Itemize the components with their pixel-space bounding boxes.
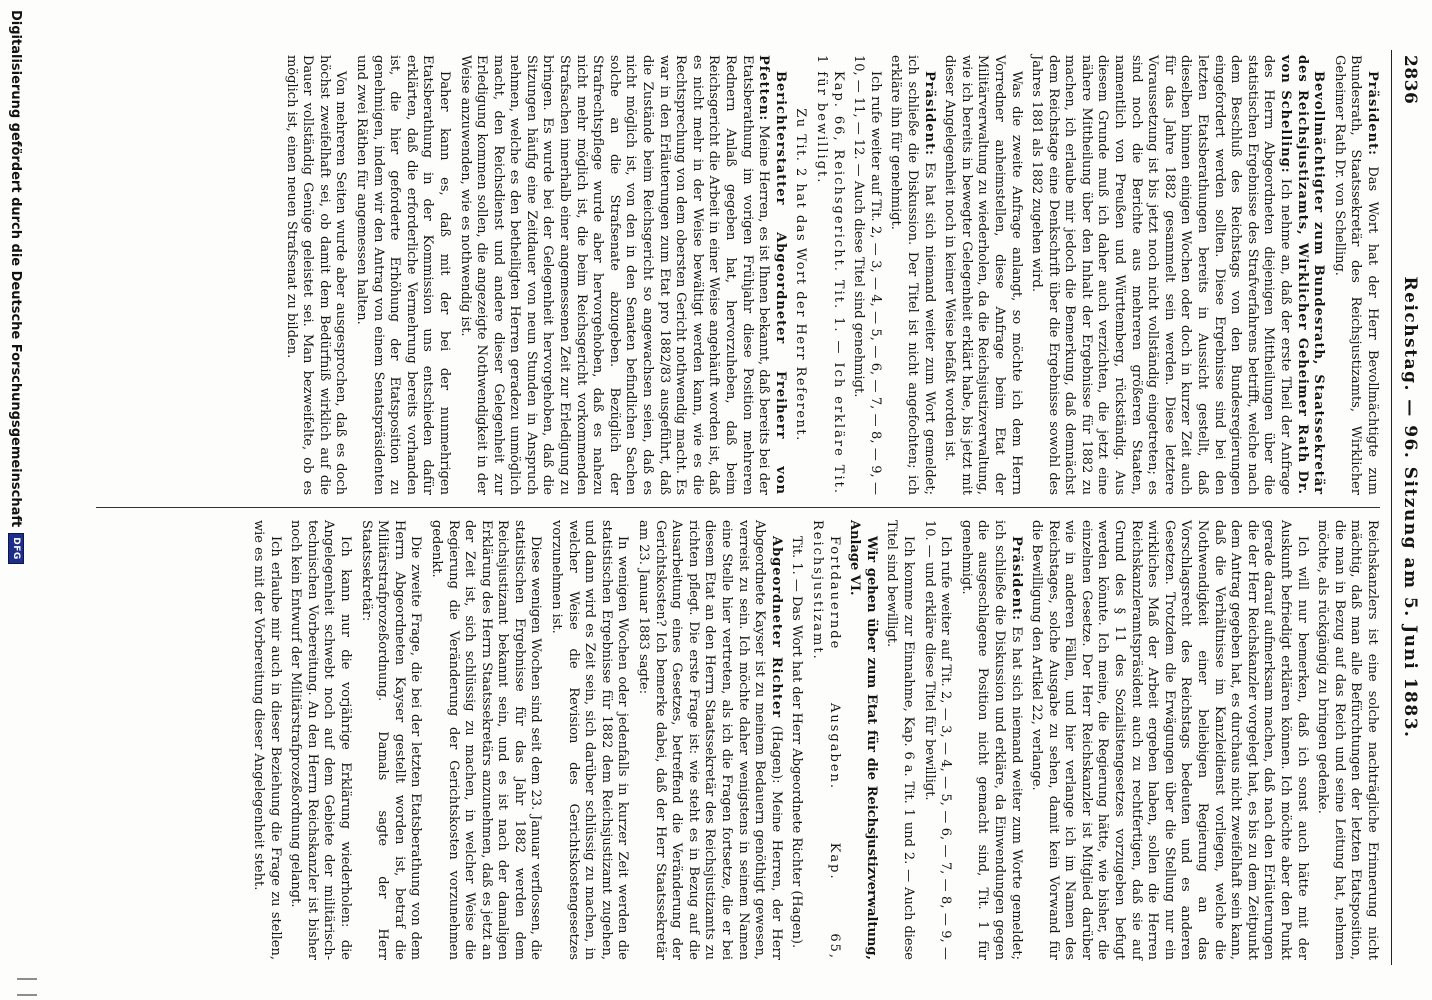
section-heading: Fortdauernde Ausgaben. Kap. 65, Reichsjustizamt.	[810, 520, 842, 960]
paragraph-text: Es hat sich niemand weiter zum Wort gemeldet; ich schließe die Diskussion. Der Titel ist nicht angefochten; ich erkläre ihn für genehmigt.	[888, 55, 937, 495]
paragraph: Ich erlaube mir auch in dieser Beziehung die Frage zu stellen, wie es mit der Vorbereitung dieser Angelegenheit steht.	[251, 520, 283, 960]
speaker-name: Präsident:	[921, 71, 937, 156]
paragraph: Ich will nur bemerken, daß ich sonst auch hätte mit der Auskunft befriedigt erklären können. Ich möchte aber den Punkt gerade darauf aufmerksam machen, daß nach den Erläuterungen die der Herr Reichskanzler vorgelegt hat, es bis zu dem Zeitpunkt dem Antrag gegeben hat, es durchaus nicht zweifelhaft sein kann, daß die Verhältnisse im Kanzleidienst vorliegen, welche die Nothwendigkeit einer beliebigen Regierung an das Vorschlagsrecht des Reichstags bedeuten und es anderen Gesetzen. Trotzdem die Erwägungen über die Stellung nur ein wirkliches Maß der Arbeit ergeben haben, sollen die Herren Reichskanzleramtspräsident auch zu rechtfertigen, daß sie auf Grund des § 11 des Sozialistengesetzes vorzugeben befugt werden könnte. Ich meine, die Regierung hätte, wie bisher, die einzelnen Gesetze. Der Herr Reichskanzler ist Mitglied darüber wie in anderen Fällen, und hier verlange ich im Namen des Reichstages, solche Ausgabe zu sehen, damit kein Vorwand für die Bewilligung den Artikel 22, verlange.	[1029, 520, 1310, 960]
column-divider	[96, 507, 1380, 508]
speaker-name: Bevollmächtigter zum Bundesrath, Staatssekretär des Reichsjustizamts, Wirklicher Geheimer Rath Dr. von Schelling:	[1278, 55, 1327, 495]
paragraph: Wir gehen über zum Etat für die Reichsjustizverwaltung, Anlage VI.	[847, 520, 879, 960]
paragraph: Reichskanzlers ist eine solche nachträgliche Erinnerung nicht mächtig, daß man alle Befürchtungen der letzten Etatsposition, die man in Bezug auf das Reich und seine Leitung hat, nehmen möchte, als rückgängig zu bringen gedenke.	[1315, 520, 1380, 960]
quoted-paragraph: In wenigen Wochen oder jedenfalls in kurzer Zeit werden die statistischen Ergebnisse für 1882 dem Reichsjustizamt zugehen, und dann wird es Zeit sein, sich darüber schlüssig zu machen, in welcher Weise die Revision des Gerichtskostengesetzes vorzunehmen ist.	[549, 520, 631, 960]
left-column	[92, 55, 1380, 495]
speaker-name: Abgeordneter Richter	[768, 536, 784, 719]
paragraph-text: (Hagen): Meine Herren, der Herr Abgeordnete Kayser ist zu meinem Bedauern genöthigt gewesen, verreist zu sein. Ich möchte daher wenigstens in seinem Namen eine Stelle hier vertreten, als ich die Fragen fortsetze, die er bei diesem Etat an den Herrn Staatssekretär des Reichsjustizamts zu richten pflegt. Die erste Frage ist: wie steht es in Bezug auf die Ausarbeitung eines Gesetzes, betreffend die Veränderung der Gerichtskosten? Ich bemerke dabei, daß der Herr Staatssekretär am 23. Januar 1883 sagte:	[636, 520, 784, 960]
paragraph: Die zweite Frage, die bei der letzten Etatsberathung von dem Herrn Abgeordneten Kayser gestellt worden ist, betraf die Militärstrafprozeßordnung. Damals sagte der Herr Staatssekretär:	[358, 520, 424, 960]
speaker-name: Präsident:	[1365, 71, 1380, 156]
paragraph	[957, 520, 1023, 960]
running-title: Reichstag. — 96. Sitzung am 5. Juni 1883.	[1400, 276, 1420, 739]
speaker-name: Präsident:	[1008, 536, 1024, 621]
quoted-paragraph: Ich kann nur die vorjährige Erklärung wiederholen: die Angelegenheit schwebt noch auf dem Gebiete der militärisch-technischen Vorbereitung. An den Herrn Reichskanzler ist bisher noch kein Entwurf der Militärstrafprozeßordnung gelangt.	[288, 520, 353, 960]
paragraph: Was die zweite Anfrage anlangt, so möchte ich dem Herrn Vorredner anheimstellen, diese Anfrage beim Etat der Militärverwaltung zu wiederholen, da die Reichsjustizverwaltung, wie ich bereits in bewegter Gelegenheit erklärt habe, bis jetzt mit dieser Angelegenheit noch in keiner Weise befaßt worden ist.	[942, 55, 1024, 495]
scan-edge-marks	[17, 978, 37, 996]
paragraph: Diese wenigen Wochen sind seit dem 23. Januar verflossen, die statistischen Ergebnisse für das Jahr 1882 werden dem Reichsjustizamt bekannt sein, und es ist nach der damaligen Erklärung des Herrn Staatssekretärs anzunehmen, daß es jetzt an der Zeit ist, sich schlüssig zu machen, in welcher Weise die Regierung die Veränderung der Gerichtskosten vorzunehmen gedenkt.	[428, 520, 544, 960]
paragraph: Daher kann es, daß mit der bei der nunmehrigen Etatsberathung in der Kommission uns entschieden dafür erklärten, daß die erforderliche Vermehrung bereits vorhanden ist, die hier geforderte Erhöhung der Etatsposition zu genehmigen, indem wir den Antrag von einem Senatspräsidenten und zwei Räthen für angemessen halten.	[353, 55, 452, 495]
paragraph-text: Meine Herren, es ist Ihnen bekannt, daß bereits bei der Etatsberathung im vorigen Frühjahr diese Position mehreren Rednern Anlaß gegeben hat, hervorzuheben, daß beim Reichsgericht die Arbeit in einer Weise angehäuft worden ist, daß es nicht mehr in der Weise bewältigt werden kann, wie es die Rechtsprechung von dem obersten Gericht nothwendig macht. Es war in den Erläuterungen zum Etat pro 1882/83 ausgeführt, daß die Zustände beim Reichsgericht so angewachsen seien, daß es nicht möglich ist, von den in den Senaten befindlichen Sachen solche an die Strafsenate abzugeben. Bezüglich der Strafrechtspflege wurde aber hervorgehoben, daß es nahezu nicht mehr möglich ist, die beim Reichsgericht vorkommenden Strafsachen innerhalb einer angemessenen Zeit zur Erledigung zu bringen. Es wurde bei der Gelegenheit hervorgehoben, daß die Sitzungen häufig eine Zeitdauer von neun Stunden in Anspruch nehmen, welche es den betheiligten Herren geradezu unmöglich macht, den Reichsdienst und andere dieser Gelegenheit zur Erledigung kommen sollen, die angezeigte Nothwendigkeit in der Weise anzuwenden, wie es nothwendig ist.	[457, 55, 772, 495]
paragraph	[1028, 55, 1327, 495]
page-number: 2836	[1400, 55, 1420, 105]
paragraph	[1330, 55, 1380, 495]
header-rule	[1391, 50, 1392, 965]
paragraph	[634, 520, 783, 960]
paragraph: Ich rufe weiter auf Tit. 2, — 3, — 4, — 5, — 6, — 7, — 8, — 9, — 10. — und erkläre diese Titel für bewilligt.	[921, 520, 954, 960]
paragraph: Ich rufe weiter auf Tit. 2, — 3, — 4, — 5, — 6, — 7, — 8, — 9, — 10, — 11, — 12. — Auch diese Titel sind genehmigt.	[851, 55, 883, 495]
dfg-logo-icon: DFG	[8, 533, 24, 564]
paragraph: Ich komme zur Einnahme, Kap. 6 a. Tit. 1 und 2. — Auch diese Titel sind bewilligt.	[884, 520, 916, 960]
digitization-credit	[4, 10, 28, 990]
credit-text: Digitalisierung gefördert durch die Deutsche Forschungsgemeinschaft	[8, 10, 24, 528]
paragraph	[456, 55, 788, 495]
page-header	[1396, 55, 1420, 960]
paragraph: Von mehreren Seiten wurde aber ausgesprochen, daß es doch höchst zweifelhaft sei, ob damit dem Bedürfniß wirklich auf die Dauer vollständig Genüge geleistet sei. Man bezweifelte, ob es möglich ist, einen neuen Strafsenat zu bilden.	[283, 55, 349, 495]
paragraph-text: Das Wort hat der Herr Bevollmächtigte zum Bundesrath, Staatssekretär des Reichsjustizamts, Wirklicher Geheimer Rath Dr. von Schelling.	[1331, 55, 1380, 495]
paragraph: Zu Tit. 2 hat das Wort der Herr Referent.	[793, 108, 809, 442]
paragraph: Kap. 66, Reichsgericht. Tit. 1. — Ich erkläre Tit. 1 für bewilligt.	[814, 55, 846, 495]
paragraph-text: Ich nehme an, daß der erste Theil der Anfrage des Herrn Abgeordneten diejenigen Mittheilungen über die statistischen Ergebnisse des Strafverfahrens betrifft, welche nach dem Beschluß des Reichstags von den Bundesregierungen eingefordert werden sollten. Diese Ergebnisse sind bei den letzten Etatsberathungen bereits in Aussicht gestellt, daß dieselben binnen einigen Wochen oder doch in kurzer Zeit auch für das Jahre 1882 gesammelt sein werden. Diese letztere Voraussetzung ist bis jetzt noch nicht vollständig eingetreten; es sind noch die Berichte aus mehreren größeren Staaten, namentlich von Preußen und Württemberg, rückständig. Aus diesem Grunde muß ich daher auch verzichten, die jetzt eine nähere Mittheilung über den Inhalt der Ergebnisse für 1882 zu machen, ich erlaube mir jedoch die Bemerkung, daß demnächst dem Reichstage eine Denkschrift über die Ergebnisse sowohl des Jahres 1881 als 1882 zugehen wird.	[1029, 55, 1294, 495]
paragraph-text: Es hat sich niemand weiter zum Worte gemeldet; ich schließe die Diskussion und erkläre, da Einwendungen gegen die ausgeschlagene Position nicht gemacht sind, Tit. 1 für genehmigt.	[958, 520, 1024, 960]
right-column	[92, 520, 1380, 960]
speaker-name: Berichterstatter Abgeordneter Freiherr von Pfetten:	[756, 55, 788, 495]
paragraph: Tit. 1. — Das Wort hat der Herr Abgeordnete Richter (Hagen).	[789, 536, 805, 949]
paragraph	[887, 55, 937, 495]
